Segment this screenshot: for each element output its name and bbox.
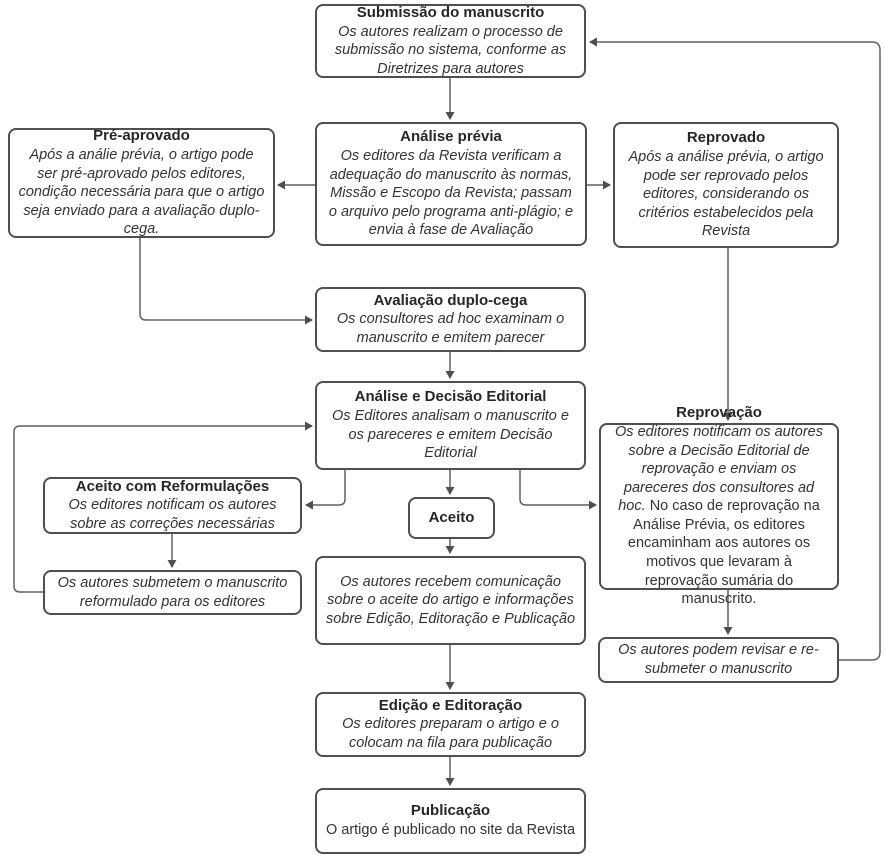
node-title: Submissão do manuscrito — [356, 3, 545, 21]
node-aceito — [408, 497, 495, 539]
node-submetem-reformulado — [43, 570, 302, 615]
node-title: Edição e Editoração — [378, 696, 523, 714]
node-title: Análise prévia — [400, 128, 502, 146]
node-reprovacao — [599, 404, 839, 608]
node-body: Os editores preparam o artigo e o colocam na fila para publicação — [342, 716, 559, 751]
node-reprovado — [613, 122, 839, 248]
node-body: Os Editores analisam o manuscrito e os pareceres e emitem Decisão Editorial — [332, 408, 569, 462]
node-analise-decisao-editorial — [315, 381, 586, 470]
node-title: Aceito com Reformulações — [75, 477, 270, 495]
node-avaliacao-duplo-cega — [315, 287, 586, 352]
node-body: Os autores podem revisar e re-submeter o manuscrito — [618, 642, 819, 677]
node-title: Reprovado — [686, 129, 766, 147]
node-aceito-com-reformulacoes — [43, 477, 302, 534]
node-title: Reprovação — [676, 404, 762, 422]
node-body: Os autores recebem comunicação sobre o aceite do artigo e informações sobre Edição, Editoração e Publicação — [325, 573, 576, 627]
node-title: Publicação — [410, 802, 491, 820]
node-submissao-manuscrito — [315, 4, 586, 78]
node-edicao-editoracao — [315, 692, 586, 757]
node-analise-previa — [315, 122, 587, 246]
node-body: O artigo é publicado no site da Revista — [325, 822, 576, 839]
node-body: Os autores submetem o manuscrito reformulado para os editores — [57, 574, 288, 610]
node-revisar-resubmeter — [598, 637, 839, 683]
node-body-italic: Os editores notificam os autores sobre a Decisão Editorial de reprovação e enviam os pareceres dos consultores ad hoc. — [615, 424, 823, 515]
node-body: Após a análie prévia, o artigo pode ser pré-aprovado pelos editores, condição necessária para que o artigo seja enviado para a avaliação duplo-cega. — [18, 147, 265, 238]
node-body — [609, 423, 829, 608]
arrow-pre-aprovado-to-avaliacao — [140, 238, 312, 320]
node-body: Os editores da Revista verificam a adequação do manuscrito às normas, Missão e Escopo da Revista; passam o arquivo pelo programa anti-plágio; e envia à fase de Avaliação — [328, 148, 574, 239]
node-body: Os editores notificam os autores sobre as correções necessárias — [68, 497, 277, 532]
node-body: Após a análise prévia, o artigo pode ser reprovado pelos editores, considerando os critérios estabelecidos pela Revista — [628, 149, 824, 240]
node-body-regular: No caso de reprovação na Análise Prévia, os editores encaminham aos autores os motivos que levaram à reprovação sumária do manuscrito. — [627, 498, 820, 608]
node-publicacao — [315, 788, 586, 854]
arrow-analise-decisao-to-aceito-reformulacoes — [306, 470, 345, 505]
arrow-analise-decisao-to-reprovacao — [520, 470, 596, 505]
node-title: Pré-aprovado — [93, 127, 190, 145]
node-title: Aceito — [428, 508, 475, 526]
node-title: Análise e Decisão Editorial — [354, 388, 547, 406]
node-recebem-comunicacao — [315, 556, 586, 645]
node-pre-aprovado — [8, 128, 275, 238]
node-title: Avaliação duplo-cega — [373, 291, 528, 309]
node-body: Os consultores ad hoc examinam o manuscrito e emitem parecer — [336, 311, 565, 346]
node-body: Os autores realizam o processo de submissão no sistema, conforme as Diretrizes para autores — [334, 23, 567, 77]
